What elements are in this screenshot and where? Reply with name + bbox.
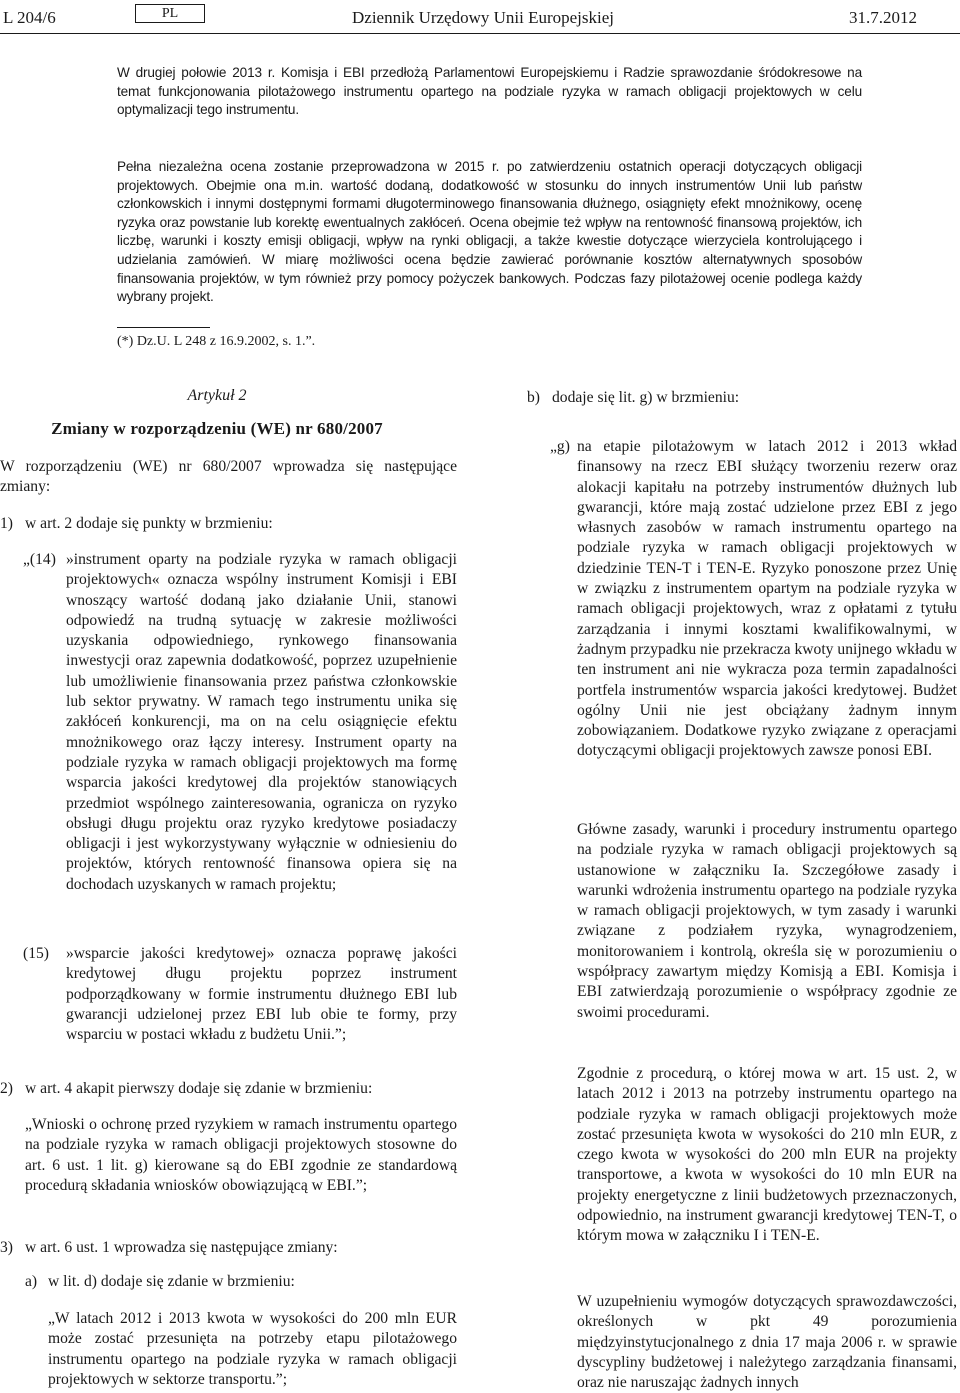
header-rule	[0, 33, 960, 34]
item-3-label: 3)	[0, 1239, 13, 1256]
page-number: L 204/6	[3, 8, 56, 27]
right-paragraph-2: Główne zasady, warunki i procedury instrumentu opartego na podziale ryzyka w ramach obligacji projektowych są ustanowione w załączniku Ia. Szczegółowe zasady i warunki wdrożenia instrumentu opartego na podziale ryzyka w ramach obligacji projektowych, w tym zasady i warunki związane z podziałem ryzyka, wynagrodzeniem, monitorowaniem i kontrolą, określa się w porozumieniu o współpracy zawartym między Komisją a EBI. Komisja i EBI zatwierdzają porozumienie o współpracy zgodnie ze swoimi procedurami.	[577, 821, 957, 1021]
point-15-text: »wsparcie jakości kredytowej» oznacza poprawę jakości kredytowej długu projektu poprzez instrument podporządkowany w formie instrumentu dłużnego EBI lub gwarancji udzielonej przez EBI lub obie te formy, przy wsparciu w postaci wkładu z budżetu Unii.”;	[66, 945, 457, 1044]
item-b-text: dodaje się lit. g) w brzmieniu:	[552, 389, 740, 406]
footnote-rule	[117, 327, 210, 328]
article-intro: W rozporządzeniu (WE) nr 680/2007 wprowadza się następujące zmiany:	[0, 458, 457, 496]
top-paragraph-1: W drugiej połowie 2013 r. Komisja i EBI przedłożą Parlamentowi Europejskiemu i Radzie sprawozdanie śródokresowe na temat funkcjonowania pilotażowego instrumentu opartego na podziale ryzyka w ramach obligacji projektowych w celu optymalizacji tego instrumentu.	[117, 65, 862, 118]
item-3a-text: w lit. d) dodaje się zdanie w brzmieniu:	[48, 1273, 295, 1290]
right-paragraph-4: W uzupełnieniu wymogów dotyczących sprawozdawczości, określonych w pkt 49 porozumienia międzyinstytucjonalnego z dnia 17 maja 2006 r. w sprawie dyscypliny budżetowej i należytego zarządzania finansami, oraz nie naruszając żadnych innych	[577, 1293, 957, 1392]
item-3a-quote: „W latach 2012 i 2013 kwota w wysokości do 200 mln EUR może zostać przesunięta na potrzeby etapu pilotażowego instrumentu opartego na podziale ryzyka w ramach obligacji projektowych w sektorze transportu.”;	[48, 1310, 457, 1388]
point-15-label: (15)	[23, 945, 49, 962]
page-header	[0, 0, 960, 34]
point-14-text: »instrument oparty na podziale ryzyka w ramach obligacji projektowych« oznacza wspólny instrument Komisji i EBI wnoszący wartość dodaną jako działanie Unii, stanowi odpowiedź na trudną sytuację w zakresie możliwości uzyskania odpowiedniego, rynkowego finansowania inwestycji oraz zapewnia dodatkowość, poprzez uzupełnienie lub umożliwienie finansowania przez państwa członkowskie lub sektor prywatny. W ramach tego instrumentu unika się zakłóceń konkurencji, ma on na celu osiągnięcie efektu mnożnikowego oraz łączy interesy. Instrument oparty na podziale ryzyka w ramach obligacji projektowych ma formę wsparcia jakości kredytowej dla projektów stanowiących przedmiot wspólnego zainteresowania, ogranicza on ryzyko obsługi długu projektu oraz ryzyko kredytowe posiadaczy obligacji i jest wykorzystywany wyłącznie w odniesieniu do projektów, których rentowność finansowa opiera się na dochodach uzyskanych w ramach projektu;	[66, 551, 457, 893]
item-2-quote: „Wnioski o ochronę przed ryzykiem w ramach instrumentu opartego na podziale ryzyka w ramach obligacji projektowych stosowne do art. 6 ust. 1 lit. g) kierowane są do EBI zgodnie ze standardową procedurą składania wniosków obowiązującą w EBI.”;	[25, 1116, 457, 1194]
article-title: Zmiany w rozporządzeniu (WE) nr 680/2007	[51, 419, 383, 438]
language-box: PL	[135, 4, 205, 23]
right-paragraph-3: Zgodnie z procedurą, o której mowa w art. 15 ust. 2, w latach 2012 i 2013 na potrzeby instrumentu opartego na podziale ryzyka w ramach obligacji projektowych może zostać przesunięta kwota w wysokości do 210 mln EUR, z czego kwota w wysokości do 200 mln EUR na projekty transportowe, a kwota w wysokości do 10 mln EUR na projekty energetyczne z linii budżetowych przeznaczonych, odpowiednio, na instrument gwarancji kredytowej TEN-T, o którym mowa w załączniku I i TEN-E.	[577, 1065, 957, 1245]
point-g-label: „g)	[550, 438, 570, 455]
item-b-label: b)	[527, 389, 540, 406]
point-g-text: na etapie pilotażowym w latach 2012 i 2013 wkład finansowy na rzecz EBI służący tworzeniu rezerw oraz alokacji kapitału na potrzeby instrumentów dłużnych lub gwarancji, które mają zostać udzielone przez EBI z jego własnych zasobów w ramach instrumentu opartego na podziale ryzyka w ramach obligacji projektowych w dziedzinie TEN-T i TEN-E. Ryzyko ponoszone przez Unię w związku z instrumentem opartym na podziale ryzyka w ramach obligacji projektowych, wraz z opłatami z tytułu zarządzania i innymi kosztami kwalifikowalnymi, w żadnym przypadku nie przekracza kwoty unijnego wkładu w ten instrument ani nie wykracza poza termin zapadalności portfela instrumentów wsparcia jakości kredytowej. Budżet ogólny Unii nie jest obciążany żadnym innym zobowiązaniem. Dodatkowe ryzyko związane z operacjami dotyczącymi obligacji projektowych zawsze ponosi EBI.	[577, 438, 957, 760]
point-14-label: „(14)	[23, 551, 56, 568]
top-paragraph-2: Pełna niezależna ocena zostanie przeprowadzona w 2015 r. po zatwierdzeniu ostatnich operacji dotyczących obligacji projektowych. Obejmie ona m.in. wartość dodaną, dodatkowość w stosunku do innych instrumentów Unii lub państw członkowskich i innymi dostępnymi formami długoterminowego finansowania dłużnego, osiągnięty efekt mnożnikowy, ocenę ryzyka oraz powstanie lub korektę ewentualnych zakłóceń. Ocena obejmie też wpływ na rentowność finansową projektów, ich liczbę, warunki i koszty emisji obligacji, wpływ na rynki obligacji, a także kwestie dotyczące wierzyciela kontrolującego i udzielania zamówień. W miarę możliwości ocena będzie zawierać porównanie kosztów alternatywnych sposobów finansowania projektów, w tym również przy pomocy pożyczek bankowych. Podczas fazy pilotażowej ocenie podlega każdy wybrany projekt.	[117, 159, 862, 305]
item-2-label: 2)	[0, 1080, 13, 1097]
item-1-text: w art. 2 dodaje się punkty w brzmieniu:	[25, 515, 273, 532]
footnote: (*) Dz.U. L 248 z 16.9.2002, s. 1.”.	[117, 334, 316, 349]
article-number: Artykuł 2	[187, 387, 247, 404]
item-3a-label: a)	[25, 1273, 38, 1290]
item-2-text: w art. 4 akapit pierwszy dodaje się zdanie w brzmieniu:	[25, 1080, 373, 1097]
journal-title: Dziennik Urzędowy Unii Europejskiej	[352, 8, 615, 27]
publication-date: 31.7.2012	[849, 8, 917, 27]
item-1-label: 1)	[0, 515, 13, 532]
item-3-text: w art. 6 ust. 1 wprowadza się następujące zmiany:	[25, 1239, 338, 1256]
